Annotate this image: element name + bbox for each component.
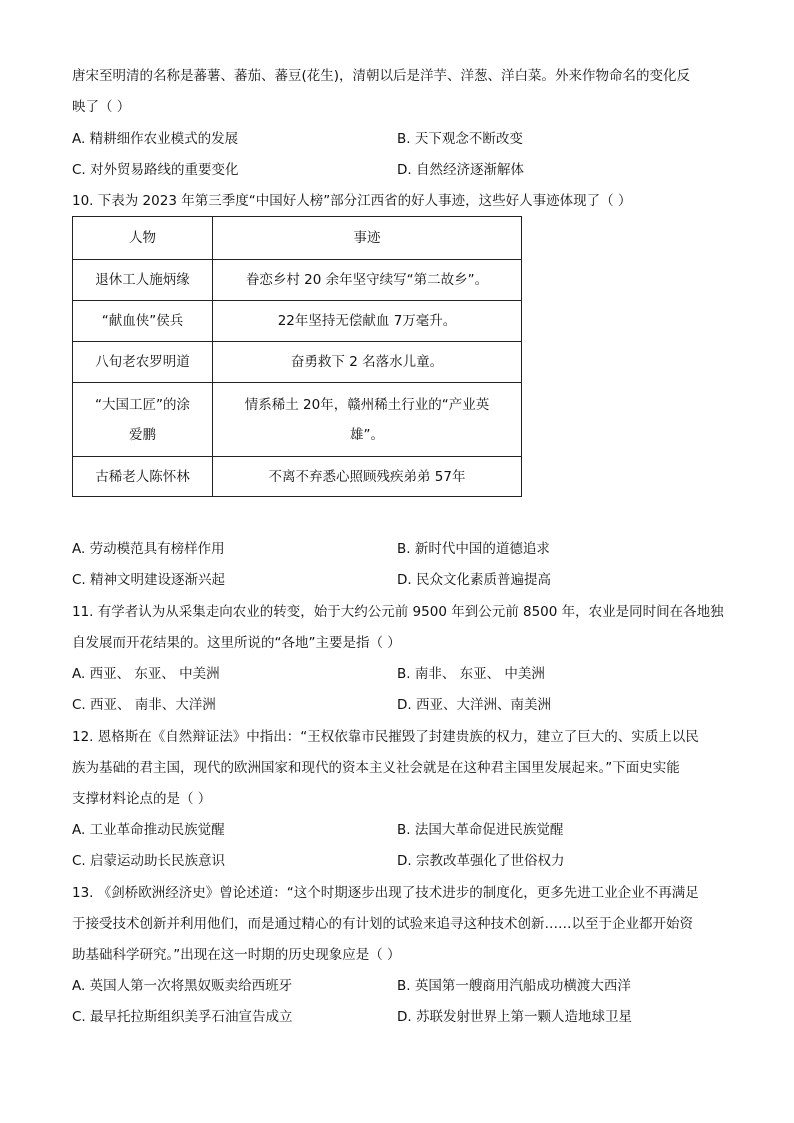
table-cell-person: “献血侠”侯兵 [73,301,213,342]
table-cell-deed: 奋勇救下 2 名落水儿童。 [213,342,522,383]
q13-stem-line2: 于接受技术创新并利用他们，而是通过精心的有计划的试验来追寻这种技术创新……以至于企业都开始资 [72,916,693,932]
table-row [73,301,522,342]
q13-stem-line1: 13. 《剑桥欧洲经济史》曾论述道：“这个时期逐步出现了技术进步的制度化，更多先进工业企业不再满足 [72,885,699,901]
table-cell-deed: 不离不弃悉心照顾残疾弟弟 57年 [213,457,522,497]
table-row [73,457,522,497]
q12-stem-line1: 12. 恩格斯在《自然辩证法》中指出：“王权依靠市民摧毁了封建贵族的权力，建立了巨大的、实质上以民 [72,729,699,745]
table-header-row [73,217,522,260]
q13-option-c[interactable]: C. 最早托拉斯组织美孚石油宣告成立 [72,1009,293,1025]
q13-option-d[interactable]: D. 苏联发射世界上第一颗人造地球卫星 [397,1009,632,1025]
table-header-deed: 事迹 [213,217,522,260]
q9-option-a[interactable]: A. 精耕细作农业模式的发展 [72,131,239,147]
table-cell-person-line2: 爱鹏 [129,426,156,443]
good-people-table [72,216,522,497]
q9-option-d[interactable]: D. 自然经济逐渐解体 [397,162,524,178]
q12-option-d[interactable]: D. 宗教改革强化了世俗权力 [397,853,565,869]
q12-stem-line2: 族为基础的君主国，现代的欧洲国家和现代的资本主义社会就是在这种君主国里发展起来。”下面史实能 [72,760,680,776]
table-cell-person-line1: “大国工匠”的涂 [95,396,190,413]
table-row [73,383,522,457]
q13-option-a[interactable]: A. 英国人第一次将黑奴贩卖给西班牙 [72,978,293,994]
table-cell-person: 八旬老农罗明道 [73,342,213,383]
table-cell-deed: 22年坚持无偿献血 7万毫升。 [213,301,522,342]
q9-stem-line1: 唐宋至明清的名称是蕃薯、蕃茄、蕃豆(花生)，清朝以后是洋芋、洋葱、洋白菜。外来作物命名的变化反 [72,68,691,84]
q13-stem-line3: 助基础科学研究。”出现在这一时期的历史现象应是（ ） [72,947,401,963]
q11-option-c[interactable]: C. 西亚、 南非、大洋洲 [72,697,216,713]
table-cell-person: 古稀老人陈怀林 [73,457,213,497]
q11-stem-line2: 自发展而开花结果的。这里所说的“各地”主要是指（ ） [72,635,401,651]
q9-option-b[interactable]: B. 天下观念不断改变 [397,131,523,147]
table-row [73,342,522,383]
q10-option-d[interactable]: D. 民众文化素质普遍提高 [397,572,551,588]
q13-option-b[interactable]: B. 英国第一艘商用汽船成功横渡大西洋 [397,978,631,994]
q9-stem-line2: 映了（ ） [72,99,131,115]
q12-option-c[interactable]: C. 启蒙运动助长民族意识 [72,853,226,869]
q10-stem: 10. 下表为 2023 年第三季度“中国好人榜”部分江西省的好人事迹，这些好人事迹体现了（ ） [72,193,632,209]
q11-stem-line1: 11. 有学者认为从采集走向农业的转变，始于大约公元前 9500 年到公元前 8500 年，农业是同时间在各地独 [72,604,724,620]
table-header-person: 人物 [73,217,213,260]
q11-option-b[interactable]: B. 南非、 东亚、 中美洲 [397,666,545,682]
table-row [73,260,522,301]
table-cell-deed [213,383,522,457]
q10-option-a[interactable]: A. 劳动模范具有榜样作用 [72,541,225,557]
q11-option-d[interactable]: D. 西亚、大洋洲、南美洲 [397,697,551,713]
table-cell-person [73,383,213,457]
q12-stem-line3: 支撑材料论点的是（ ） [72,791,212,807]
table-cell-person: 退休工人施炳缘 [73,260,213,301]
q10-option-c[interactable]: C. 精神文明建设逐渐兴起 [72,572,226,588]
q11-option-a[interactable]: A. 西亚、 东亚、 中美洲 [72,666,220,682]
q9-option-c[interactable]: C. 对外贸易路线的重要变化 [72,162,239,178]
q12-option-a[interactable]: A. 工业革命推动民族觉醒 [72,822,225,838]
q10-option-b[interactable]: B. 新时代中国的道德追求 [397,541,550,557]
table-cell-deed-line2: 雄”。 [350,426,384,443]
q12-option-b[interactable]: B. 法国大革命促进民族觉醒 [397,822,564,838]
table-cell-deed-line1: 情系稀土 20年，赣州稀土行业的“产业英 [244,396,490,413]
table-cell-deed: 眷恋乡村 20 余年坚守续写“第二故乡”。 [213,260,522,301]
